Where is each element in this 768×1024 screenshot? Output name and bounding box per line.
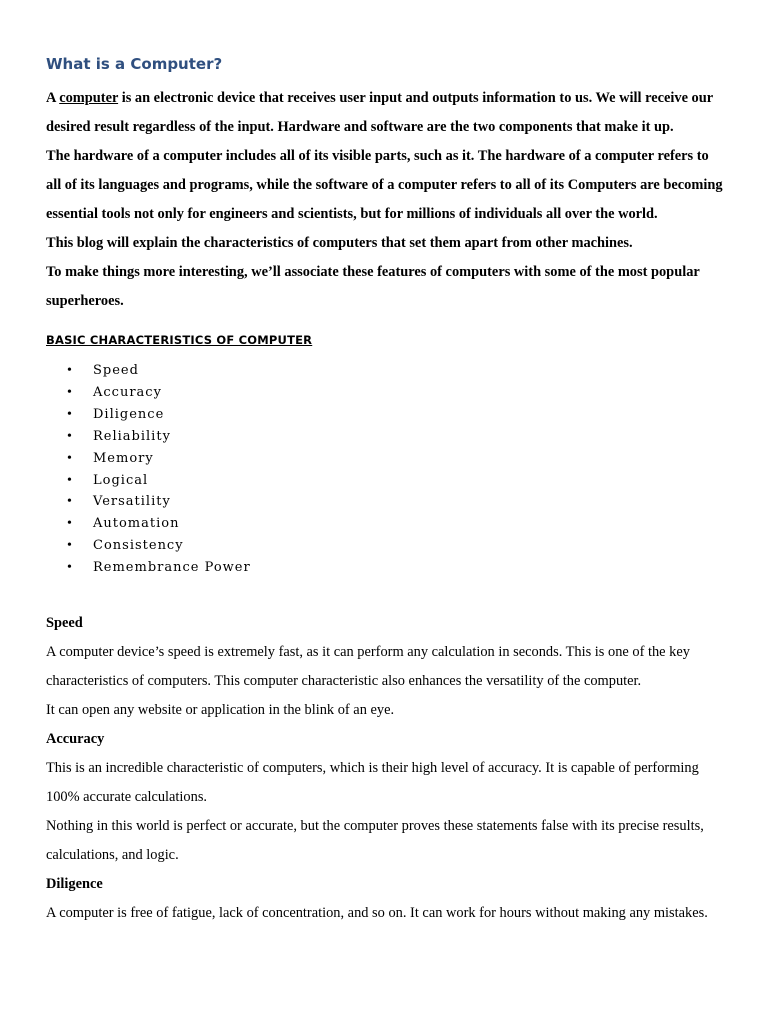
- speed-paragraph-1: A computer device’s speed is extremely fast, as it can perform any calculation in seconds. This is one of the key characteristics of computers. This computer characteristic also enhances the versatility of the computer.: [46, 644, 690, 690]
- accuracy-paragraph-1: This is an incredible characteristic of computers, which is their high level of accuracy. It is capable of performing 100% accurate calculations.: [46, 760, 699, 806]
- characteristics-list: [46, 360, 726, 579]
- list-item-label: Remembrance Power: [93, 560, 251, 576]
- speed-heading: Speed: [46, 615, 83, 632]
- list-item: [67, 491, 726, 513]
- intro-paragraph-1: [46, 84, 726, 142]
- list-item-label: Consistency: [93, 538, 184, 554]
- list-item-label: Reliability: [93, 428, 171, 444]
- list-item-label: Versatility: [93, 494, 171, 510]
- intro-prefix: A: [46, 90, 60, 106]
- list-item: [67, 448, 726, 470]
- list-item: [67, 404, 726, 426]
- computer-link[interactable]: computer: [59, 90, 119, 106]
- list-item: [67, 360, 726, 382]
- bullet-icon: •: [67, 406, 72, 422]
- bullet-icon: •: [67, 450, 72, 466]
- characteristics-heading: BASIC CHARACTERISTICS OF COMPUTER: [46, 333, 313, 347]
- accuracy-heading: Accuracy: [46, 731, 105, 748]
- intro-paragraph-2: The hardware of a computer includes all of its visible parts, such as it. The hardware of a computer refers to all of its languages and programs, while the software of a computer refers to all of its Computers are becoming essential tools not only for engineers and scientists, but for millions of individuals all over the world.: [46, 148, 723, 222]
- bullet-icon: •: [67, 472, 72, 488]
- list-item: [67, 382, 726, 404]
- bullet-icon: •: [67, 560, 72, 576]
- bullet-icon: •: [67, 494, 72, 510]
- diligence-heading: Diligence: [46, 876, 103, 893]
- list-item-label: Memory: [93, 450, 154, 466]
- page-title: What is a Computer?: [46, 55, 223, 73]
- list-item-label: Diligence: [93, 406, 165, 422]
- list-item-label: Speed: [93, 363, 139, 378]
- bullet-icon: •: [67, 363, 72, 378]
- bullet-icon: •: [67, 384, 72, 400]
- list-item-label: Accuracy: [93, 384, 162, 400]
- accuracy-paragraph-2: Nothing in this world is perfect or accurate, but the computer proves these statements false with its precise results, calculations, and logic.: [46, 818, 704, 864]
- speed-paragraph-2: It can open any website or application in the blink of an eye.: [46, 702, 395, 719]
- diligence-paragraph-1: A computer is free of fatigue, lack of concentration, and so on. It can work for hours without making any mistakes.: [46, 905, 708, 922]
- list-item: [67, 557, 726, 579]
- list-item: [67, 513, 726, 535]
- intro-paragraph-3: This blog will explain the characteristics of computers that set them apart from other machines.: [46, 235, 633, 251]
- bullet-icon: •: [67, 538, 72, 554]
- list-item: [67, 426, 726, 448]
- section-spacer: [46, 579, 726, 609]
- bullet-icon: •: [67, 516, 72, 532]
- document-page: [46, 52, 726, 928]
- bullet-icon: •: [67, 428, 72, 444]
- list-item-label: Automation: [93, 516, 180, 532]
- list-item-label: Logical: [93, 472, 149, 488]
- intro-paragraph-4: To make things more interesting, we’ll associate these features of computers with some of the most popular superheroes.: [46, 264, 700, 309]
- list-item: [67, 470, 726, 492]
- intro-rest: is an electronic device that receives user input and outputs information to us. We will receive our desired result regardless of the input. Hardware and software are the two components that make it up.: [46, 90, 713, 135]
- list-item: [67, 535, 726, 557]
